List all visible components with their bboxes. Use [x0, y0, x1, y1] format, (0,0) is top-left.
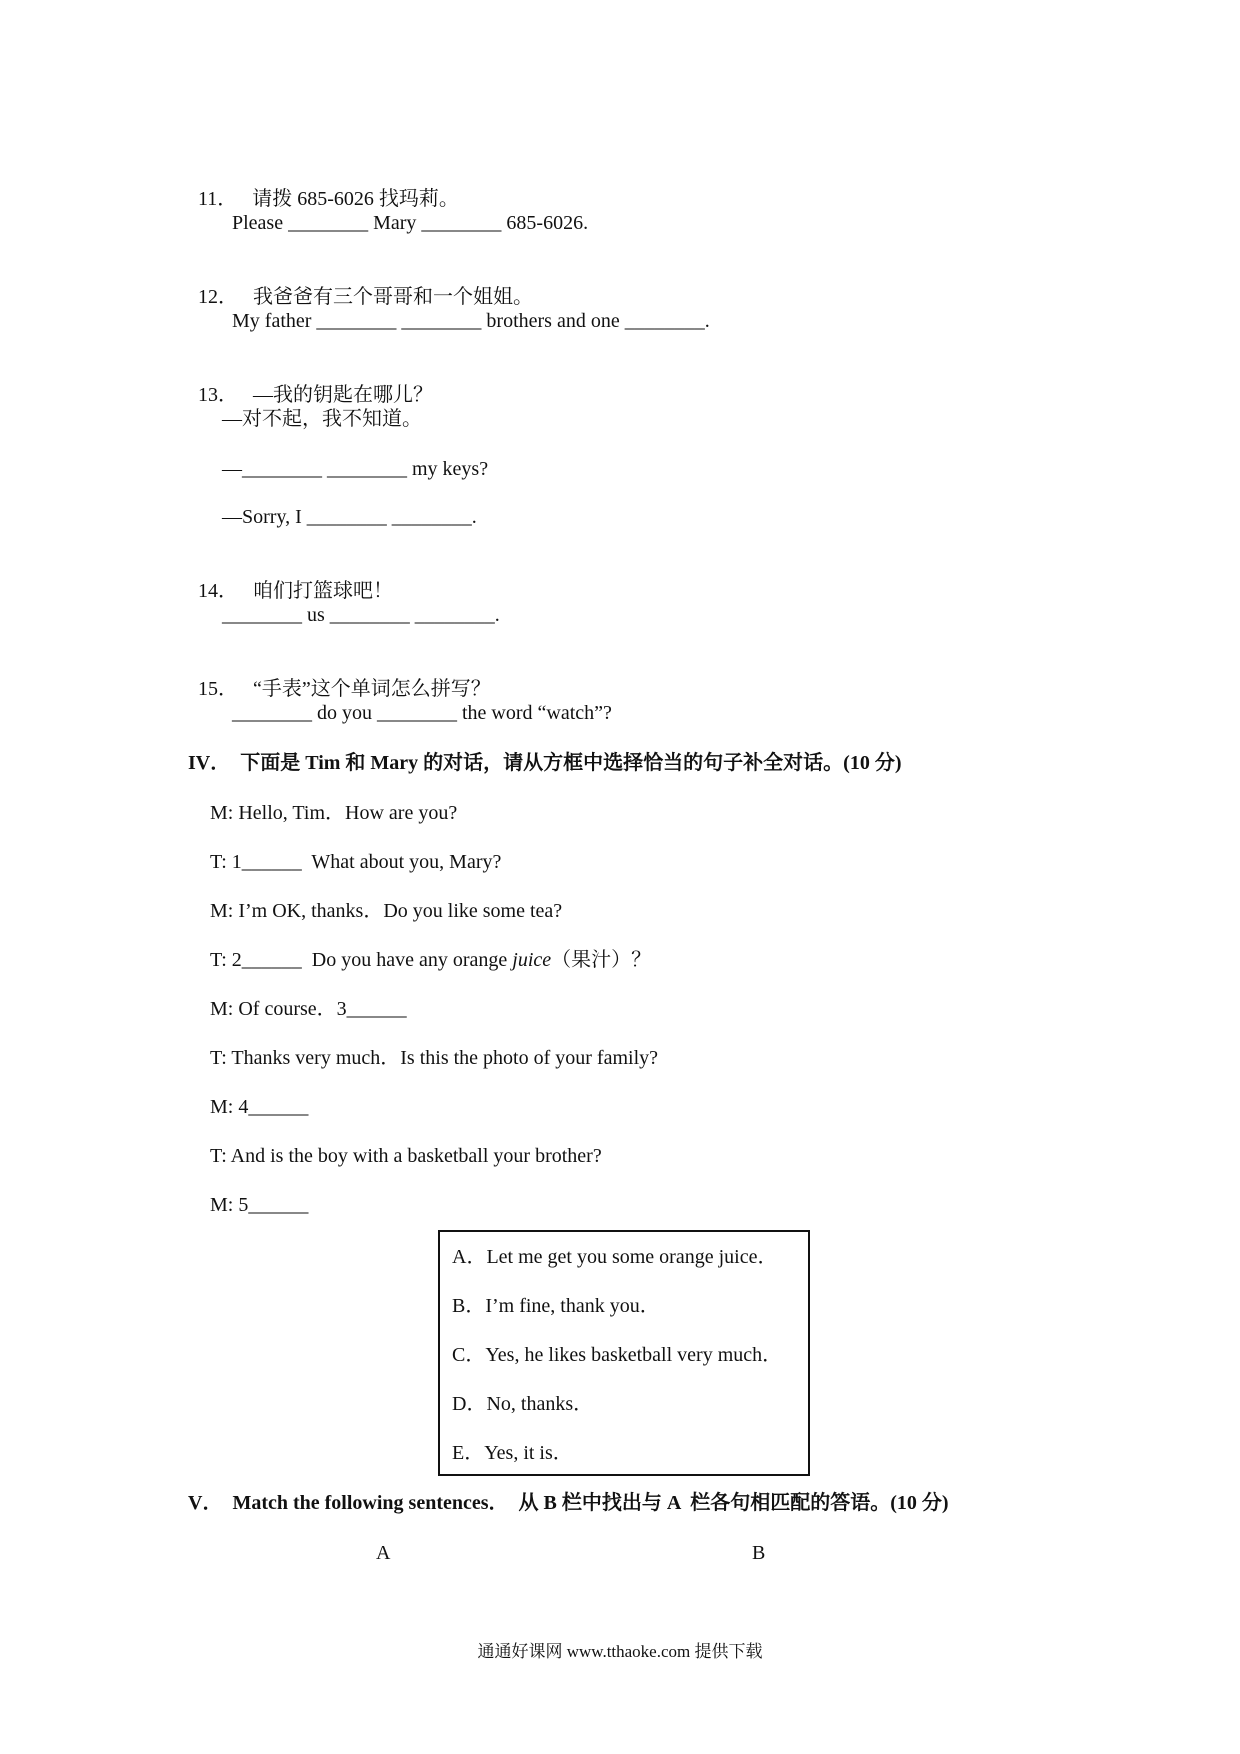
q15-prompt	[188, 650, 491, 702]
dialogue-line-7: M: 4______	[210, 1096, 309, 1118]
q11-answer-line: Please ________ Mary ________ 685-6026.	[232, 212, 589, 234]
choice-a: A．Let me get you some orange juice．	[452, 1246, 778, 1268]
choices-box	[438, 1230, 810, 1476]
choice-d: D．No, thanks．	[452, 1393, 594, 1415]
section-4-heading: IV． 下面是 Tim 和 Mary 的对话，请从方框中选择恰当的句子补全对话。(10 分)	[188, 752, 902, 774]
q14-chinese: 咱们打篮球吧！	[253, 580, 393, 602]
q12-chinese: 我爸爸有三个哥哥和一个姐姐。	[253, 286, 533, 308]
section-5-heading: V． Match the following sentences． 从 B 栏中找出与 A 栏各句相匹配的答语。(10 分)	[188, 1492, 949, 1514]
q12-number: 12．	[198, 286, 238, 308]
dialogue-line-5: M: Of course．3______	[210, 998, 407, 1020]
q12-answer-line: My father ________ ________ brothers and one ________.	[232, 310, 710, 332]
q13-number: 13．	[198, 384, 238, 406]
q13-chinese: —我的钥匙在哪儿？	[253, 384, 433, 406]
q14-answer-line: ________ us ________ ________.	[222, 604, 500, 626]
q15-chinese: “手表”这个单词怎么拼写？	[253, 678, 491, 700]
q13-answer-line-2: —Sorry, I ________ ________.	[222, 506, 477, 528]
q13-answer-line: —________ ________ my keys?	[222, 458, 489, 480]
dialogue-line-3: M: I’m OK, thanks．Do you like some tea?	[210, 900, 563, 922]
column-a-label: A	[376, 1542, 391, 1564]
q12-prompt	[188, 258, 533, 310]
dialogue-line-9: M: 5______	[210, 1194, 309, 1216]
dialogue-line-8: T: And is the boy with a basketball your brother?	[210, 1145, 602, 1167]
dialogue-line-4	[210, 947, 651, 973]
q15-answer-line: ________ do you ________ the word “watch”?	[232, 702, 612, 724]
choice-c: C．Yes, he likes basketball very much．	[452, 1344, 783, 1366]
dialogue-line-6: T: Thanks very much．Is this the photo of your family?	[210, 1047, 658, 1069]
q11-chinese: 请拨 685-6026 找玛莉。	[252, 188, 459, 210]
q14-number: 14．	[198, 580, 238, 602]
q15-number: 15．	[198, 678, 238, 700]
column-b-label: B	[752, 1542, 766, 1564]
q13-prompt	[188, 356, 433, 408]
q14-prompt	[188, 552, 393, 604]
q11-number: 11．	[198, 188, 238, 210]
q11-prompt	[188, 160, 459, 212]
page-footer: 通通好课网 www.tthaoke.com 提供下载	[477, 1642, 763, 1661]
juice-gloss: （果汁）？	[551, 949, 652, 971]
choice-b: B．I’m fine, thank you．	[452, 1295, 660, 1317]
dialogue-line-2: T: 1______ What about you, Mary?	[210, 851, 502, 873]
choice-e: E．Yes, it is．	[452, 1442, 573, 1464]
q13-chinese-reply: —对不起，我不知道。	[222, 408, 422, 430]
dialogue-line-4-text: T: 2______ Do you have any orange	[210, 949, 513, 971]
dialogue-line-1: M: Hello, Tim．How are you?	[210, 802, 458, 824]
juice-word: juice	[512, 949, 552, 971]
